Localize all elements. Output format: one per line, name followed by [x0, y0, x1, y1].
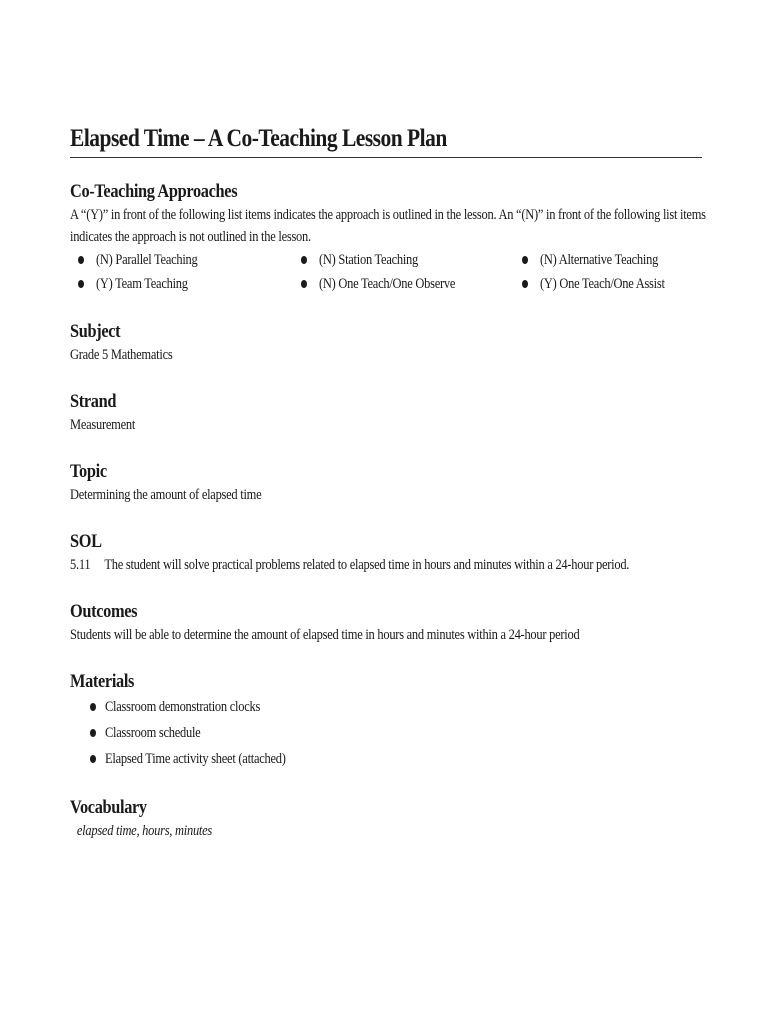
sol-heading: SOL [70, 531, 102, 552]
bullet-icon [522, 256, 528, 264]
materials-item-label: Elapsed Time activity sheet (attached) [105, 751, 286, 767]
approach-label: (N) Alternative Teaching [540, 252, 659, 268]
approach-label: (N) Station Teaching [319, 252, 419, 268]
title-divider [70, 157, 702, 158]
bullet-icon [522, 280, 528, 288]
sol-text: The student will solve practical problems related to elapsed time in hours and minutes within a 24-hour period. [104, 557, 630, 573]
approach-label: (Y) One Teach/One Assist [540, 276, 665, 292]
materials-item-label: Classroom schedule [105, 725, 201, 741]
materials-item [70, 694, 702, 720]
approach-label: (N) Parallel Teaching [96, 252, 198, 268]
strand-heading: Strand [70, 391, 117, 412]
bullet-icon [90, 703, 96, 711]
strand-section [70, 390, 702, 436]
strand-value: Measurement [70, 417, 136, 433]
materials-item-label: Classroom demonstration clocks [105, 699, 261, 715]
lesson-plan-page [70, 124, 706, 839]
approach-list [70, 248, 702, 296]
outcomes-section [70, 600, 702, 646]
bullet-icon [301, 280, 307, 288]
co-teaching-intro-line2: indicates the approach is not outlined in the lesson. [70, 229, 311, 245]
bullet-icon [90, 755, 96, 763]
document-title: Elapsed Time – A Co-Teaching Lesson Plan [70, 125, 447, 152]
subject-value: Grade 5 Mathematics [70, 347, 173, 363]
bullet-icon [90, 729, 96, 737]
topic-section [70, 460, 702, 506]
co-teaching-intro-line1: A “(Y)” in front of the following list items indicates the approach is outlined in the lesson. An “(N)” in front of the following list items [70, 207, 706, 223]
approach-label: (N) One Teach/One Observe [319, 276, 456, 292]
materials-section [70, 670, 702, 772]
sol-number: 5.11 [70, 557, 91, 573]
bullet-icon [301, 256, 307, 264]
bullet-icon [78, 256, 84, 264]
topic-value: Determining the amount of elapsed time [70, 487, 262, 503]
approach-label: (Y) Team Teaching [96, 276, 188, 292]
vocabulary-value: elapsed time, hours, minutes [76, 823, 213, 839]
outcomes-value: Students will be able to determine the amount of elapsed time in hours and minutes within a 24-hour period [70, 627, 580, 643]
subject-heading: Subject [70, 321, 121, 342]
bullet-icon [78, 280, 84, 288]
outcomes-heading: Outcomes [70, 601, 138, 622]
materials-item [70, 720, 702, 746]
vocabulary-section [70, 796, 702, 842]
topic-heading: Topic [70, 461, 107, 482]
subject-section [70, 320, 702, 366]
materials-heading: Materials [70, 671, 135, 692]
co-teaching-heading: Co-Teaching Approaches [70, 181, 238, 202]
co-teaching-section [70, 180, 706, 296]
vocabulary-heading: Vocabulary [70, 797, 147, 818]
sol-line [70, 554, 630, 576]
sol-section [70, 530, 702, 576]
materials-item [70, 746, 702, 772]
